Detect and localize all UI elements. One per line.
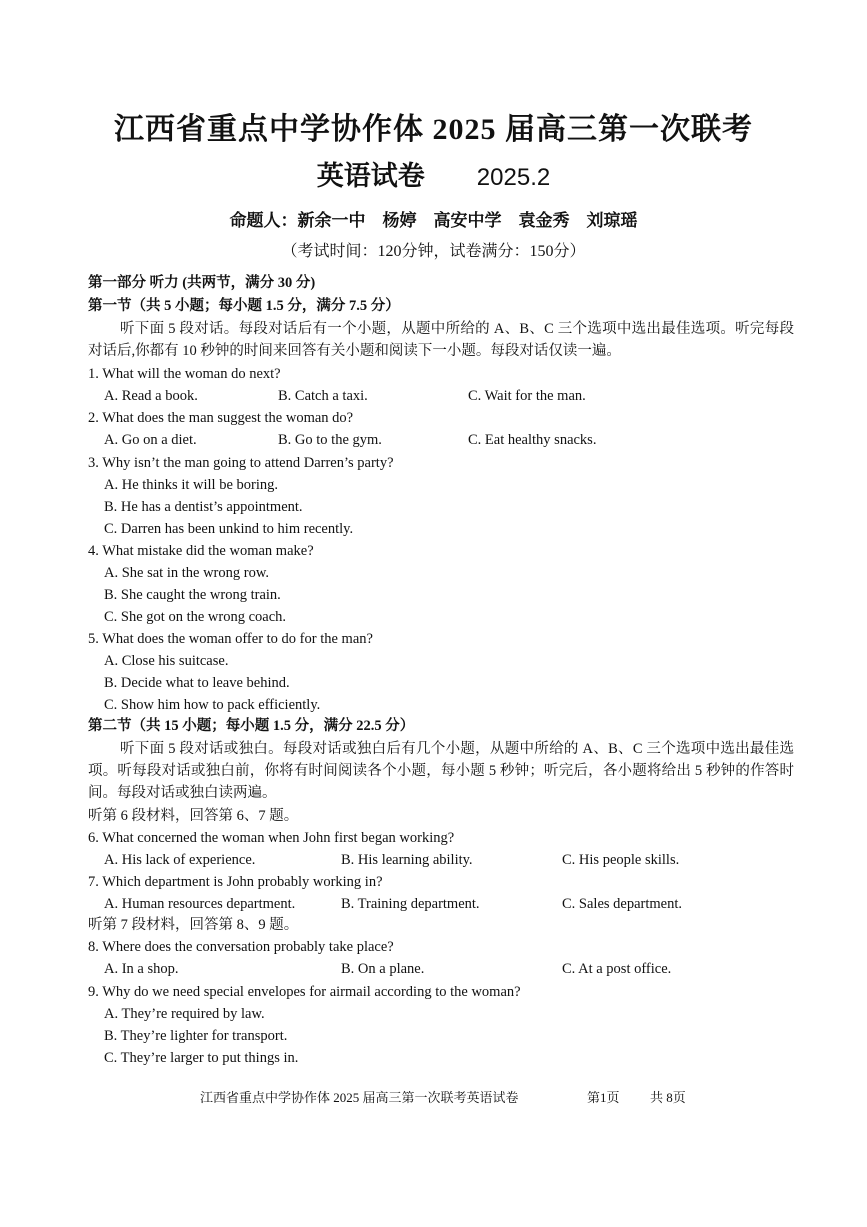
exam-date: 2025.2 xyxy=(476,164,551,191)
question-setters: 命题人：新余一中 杨婷 高安中学 袁金秀 刘琼瑶 xyxy=(229,211,638,230)
question-1-options xyxy=(0,386,867,406)
section2-instructions: 听下面 5 段对话或独白。每段对话或独白后有几个小题，从题中所给的 A、B、C 三个选项中选出最佳选项。听每段对话或独白前，你将有时间阅读各个小题，每小题 5 秒钟；听完后，各小题将给出 5 秒钟的作答时间。每段对话或独白读两遍。 xyxy=(88,741,794,801)
question-9-option-a: A. They’re required by law. xyxy=(104,1006,265,1022)
question-2-options xyxy=(0,430,867,450)
question-2-option-c: C. Eat healthy snacks. xyxy=(468,432,597,448)
question-2-option-b: B. Go to the gym. xyxy=(278,432,382,448)
question-1-option-b: B. Catch a taxi. xyxy=(278,388,368,404)
part1-heading: 第一部分 听力 (共两节，满分 30 分) xyxy=(88,275,316,291)
question-5-option-b: B. Decide what to leave behind. xyxy=(104,675,290,691)
question-5-option-a: A. Close his suitcase. xyxy=(104,653,229,669)
question-1-option-c: C. Wait for the man. xyxy=(468,388,586,404)
question-7-option-c: C. Sales department. xyxy=(562,896,683,912)
question-7-option-a: A. Human resources department. xyxy=(104,896,296,912)
question-1-stem: 1. What will the woman do next? xyxy=(88,366,281,382)
question-8-options xyxy=(0,959,867,979)
exam-subtitle-line xyxy=(0,154,867,193)
question-2-stem: 2. What does the man suggest the woman do? xyxy=(88,410,354,426)
question-7-option-b: B. Training department. xyxy=(341,896,480,912)
question-4-option-c: C. She got on the wrong coach. xyxy=(104,609,287,625)
section2-heading: 第二节（共 15 小题；每小题 1.5 分，满分 22.5 分） xyxy=(88,718,415,734)
question-9-option-b: B. They’re lighter for transport. xyxy=(104,1028,288,1044)
material-7-instruction: 听第 7 段材料，回答第 8、9 题。 xyxy=(88,917,299,933)
question-8-option-b: B. On a plane. xyxy=(341,961,425,977)
question-2-option-a: A. Go on a diet. xyxy=(104,432,197,448)
question-9-stem: 9. Why do we need special envelopes for airmail according to the woman? xyxy=(88,984,521,1000)
section1-instructions: 听下面 5 段对话。每段对话后有一个小题，从题中所给的 A、B、C 三个选项中选出最佳选项。听完每段对话后,你都有 10 秒钟的时间来回答有关小题和阅读下一小题。每段对话仅读一遍。 xyxy=(88,321,794,359)
section1-heading: 第一节（共 5 小题；每小题 1.5 分，满分 7.5 分） xyxy=(88,298,400,314)
question-4-stem: 4. What mistake did the woman make? xyxy=(88,543,314,559)
question-8-option-a: A. In a shop. xyxy=(104,961,179,977)
question-3-option-c: C. Darren has been unkind to him recently. xyxy=(104,521,354,537)
question-7-stem: 7. Which department is John probably working in? xyxy=(88,874,383,890)
question-9-option-c: C. They’re larger to put things in. xyxy=(104,1050,299,1066)
question-5-option-c: C. Show him how to pack efficiently. xyxy=(104,697,321,713)
exam-subject: 英语试卷 xyxy=(316,161,425,191)
exam-title: 江西省重点中学协作体 2025 届高三第一次联考 xyxy=(114,113,753,146)
question-1-option-a: A. Read a book. xyxy=(104,388,198,404)
question-8-option-c: C. At a post office. xyxy=(562,961,672,977)
question-4-option-b: B. She caught the wrong train. xyxy=(104,587,281,603)
footer-total-pages: 共 8页 xyxy=(650,1090,686,1105)
question-4-option-a: A. She sat in the wrong row. xyxy=(104,565,269,581)
question-5-stem: 5. What does the woman offer to do for the man? xyxy=(88,631,373,647)
question-6-option-a: A. His lack of experience. xyxy=(104,852,256,868)
question-3-option-a: A. He thinks it will be boring. xyxy=(104,477,278,493)
question-8-stem: 8. Where does the conversation probably take place? xyxy=(88,939,394,955)
exam-info: （考试时间：120分钟，试卷满分：150分） xyxy=(281,243,586,260)
question-6-stem: 6. What concerned the woman when John first began working? xyxy=(88,830,455,846)
question-3-stem: 3. Why isn’t the man going to attend Darren’s party? xyxy=(88,455,394,471)
footer-page-number: 第1页 xyxy=(587,1090,620,1105)
question-6-options xyxy=(0,850,867,870)
footer-exam-name: 江西省重点中学协作体 2025 届高三第一次联考英语试卷 xyxy=(200,1090,519,1105)
question-6-option-b: B. His learning ability. xyxy=(341,852,473,868)
material-6-instruction: 听第 6 段材料，回答第 6、7 题。 xyxy=(88,808,299,824)
question-6-option-c: C. His people skills. xyxy=(562,852,680,868)
question-7-options xyxy=(0,894,867,914)
question-3-option-b: B. He has a dentist’s appointment. xyxy=(104,499,303,515)
